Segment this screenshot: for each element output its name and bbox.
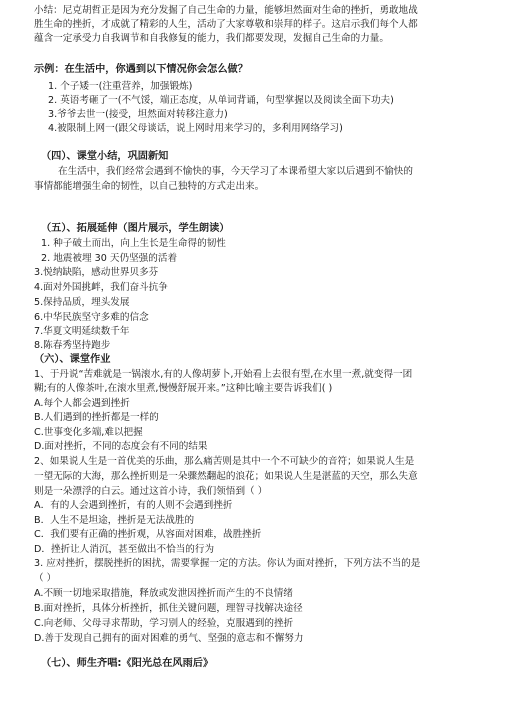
question-2-option: B．人生不是坦途，挫折是无法战胜的 (34, 515, 195, 526)
section-5-heading: （五）、拓展延伸（图片展示，学生朗读） (41, 223, 230, 234)
question-1-option: C.世事变化多端,难以把握 (34, 427, 143, 438)
section-5-item: 4.面对外国挑衅，我们奋斗抗争 (34, 282, 168, 293)
question-2-option: A．有的人会遇到挫折，有的人则不会遇到挫折 (34, 500, 233, 511)
section-5-item: 6.中华民族坚守多难的信念 (34, 312, 149, 323)
summary-line-2: 胜生命的挫折，才成就了精彩的人生，活动了大家尊敬和崇拜的样子。这启示我们每个人都 (34, 19, 418, 30)
section-5-item: 2. 地震被埋 30 天仍坚强的活着 (41, 253, 178, 264)
section-6-heading: （六）、课堂作业 (34, 354, 111, 365)
section-5-item: 5.保持品质，埋头发展 (34, 297, 130, 308)
question-3-line-2: （ ） (34, 573, 57, 584)
question-3-option: C.向老师、父母寻求帮助，学习别人的经验，克服遇到的挫折 (34, 618, 294, 629)
question-3-option: D.善于发现自己拥有的面对困难的勇气、坚强的意志和不懈努力 (34, 633, 304, 644)
question-2-line-1: 2、如果说人生是一首优美的乐曲，那么痛苦则是其中一个不可缺少的音符；如果说人生是 (34, 456, 415, 467)
section-4-heading: （四）、课堂小结，巩固新知 (41, 151, 169, 162)
example-item: 4.被限制上网一(跟父母谈话，说上网时用来学习的，多利用网络学习) (48, 123, 343, 134)
summary-line-1: 小结：尼克胡哲正是因为充分发掘了自己生命的力量，能够坦然面对生命的挫折，勇敢地战 (34, 5, 418, 16)
section-5-item: 7.华夏文明延续数千年 (34, 326, 130, 337)
section-5-item: 8.陈春秀坚持跑步 (34, 340, 111, 351)
question-1-option: A.每个人都会遇到挫折 (34, 398, 130, 409)
section-5-item: 1. 种子破土而出，向上生长是生命得的韧性 (41, 238, 226, 249)
question-3-line-1: 3. 应对挫折，摆脱挫折的困扰，需要掌握一定的方法。你认为面对挫折，下列方法不当的是 (34, 558, 421, 569)
section-4-paragraph-line-1: 在生活中，我们经常会遇到不愉快的事，今天学习了本课希望大家以后遇到不愉快的 (58, 166, 413, 177)
question-2-option: C．我们要有正确的挫折观，从容面对困难，战胜挫折 (34, 529, 262, 540)
question-2-option: D．挫折让人消沉，甚至做出不恰当的行为 (34, 544, 215, 555)
example-item: 2. 英语考砸了一(不气馁，端正态度，从单词背诵，句型掌握以及阅读全面下功夫) (48, 95, 394, 106)
section-7-heading: （七）、师生齐唱:《阳光总在风雨后》 (41, 658, 214, 669)
question-1-option: D.面对挫折，不同的态度会有不同的结果 (34, 441, 208, 452)
section-4-paragraph-line-2: 事情都能增强生命的韧性，以自己独特的方式走出来。 (34, 181, 265, 192)
question-3-option: A.不顾一切地采取措施，释放或发泄因挫折而产生的不良情绪 (34, 588, 293, 599)
question-2-line-2: 一望无际的大海，那么挫折则是一朵骤然翻起的浪花；如果说人生是湛蓝的天空，那么失意 (34, 471, 418, 482)
question-1-line-2: 糊;有的人像茶叶,在滚水里煮,慢慢舒展开来。”这种比喻主要告诉我们( ) (34, 383, 333, 394)
example-item: 1. 个子矮一(注重营养，加强锻炼) (48, 81, 193, 92)
question-1-line-1: 1、于丹说“苦难就是一锅滚水,有的人像胡萝卜,开始看上去很有型,在水里一煮,就变得一团 (34, 369, 413, 380)
section-5-item: 3.悦纳缺陷，感动世界贝多芬 (34, 267, 159, 278)
question-3-option: B.面对挫折，具体分析挫折，抓住关键问题，理智寻找解决途径 (34, 603, 303, 614)
question-1-option: B.人们遇到的挫折都是一样的 (34, 412, 159, 423)
summary-line-3: 蕴含一定承受力自我调节和自我修复的能力，我们都要发现，发掘自己生命的力量。 (34, 33, 389, 44)
example-heading: 示例：在生活中，你遇到以下情况你会怎么做？ (34, 64, 248, 75)
question-2-line-3: 则是一朵漂浮的白云。通过这首小诗，我们领悟到（ ） (34, 486, 268, 497)
example-item: 3.爷爷去世一(接受，坦然面对转移注意力) (48, 109, 228, 120)
